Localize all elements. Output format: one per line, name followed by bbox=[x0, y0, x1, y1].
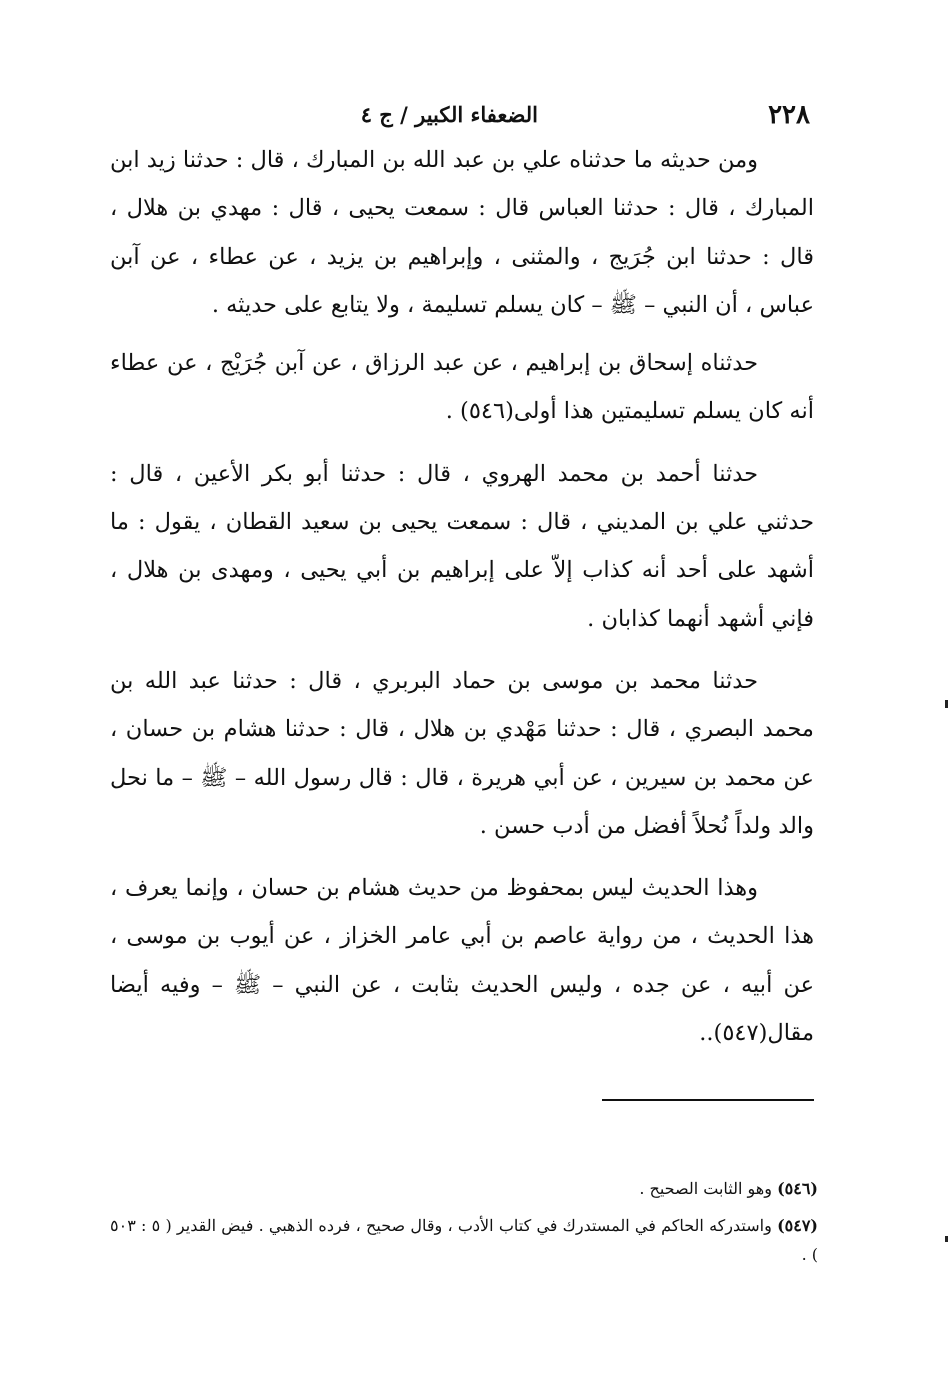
footnote bbox=[110, 1174, 818, 1203]
footnote-text: واستدركه الحاكم في المستدرك في كتاب الأدب ، وقال صحيح ، فرده الذهبي . فيض القدير ( ٥ : ٥٠٣ ) . bbox=[110, 1216, 818, 1264]
page-header bbox=[120, 100, 810, 140]
footnote-marker: (٥٤٦) bbox=[777, 1179, 818, 1198]
footnote-divider bbox=[602, 1099, 814, 1101]
running-title: الضعفاء الكبير / ج ٤ bbox=[360, 102, 538, 127]
footnotes bbox=[110, 1174, 818, 1277]
footnote bbox=[110, 1211, 818, 1269]
main-text bbox=[110, 136, 814, 1071]
page-number: ٢٢٨ bbox=[768, 100, 810, 130]
footnote-text: وهو الثابت الصحيح . bbox=[639, 1179, 772, 1198]
paragraph: حدثنا أحمد بن محمد الهروي ، قال : حدثنا أبو بكر الأعين ، قال : حدثني علي بن المديني ، قال : سمعت يحيى بن سعيد القطان ، يقول : ما أشهد على أحد أنه كذاب إلاّ على إبراهيم بن أبي يحيى ، ومهدى بن هلال ، فإني أشهد أنهما كذابان . bbox=[110, 460, 814, 632]
paragraph: حدثنا محمد بن موسى بن حماد البربري ، قال : حدثنا عبد الله بن محمد البصري ، قال : حدثنا مَهْدي بن هلال ، قال : حدثنا هشام بن حسان ، عن محمد بن سيرين ، عن أبي هريرة ، قال : قال رسول الله – ﷺ – ما نحل والد ولداً نُحلاً أفضل من أدب حسن . bbox=[110, 667, 814, 839]
footnote-marker: (٥٤٧) bbox=[777, 1216, 818, 1235]
paragraph: ومن حديثه ما حدثناه علي بن عبد الله بن المبارك ، قال : حدثنا زيد ابن المبارك ، قال : حدثنا العباس قال : سمعت يحيى ، قال : مهدي بن هلال ، قال : حدثنا ابن جُرَيج ، والمثنى ، وإبراهيم بن يزيد ، عن عطاء ، عن آبن عباس ، أن النبي – ﷺ – كان يسلم تسليمة ، ولا يتابع على حديثه . bbox=[110, 147, 814, 318]
paragraph: حدثناه إسحاق بن إبراهيم ، عن عبد الرزاق ، عن آبن جُرَيْج ، عن عطاء أنه كان يسلم تسليمتين هذا أولى(٥٤٦) . bbox=[110, 350, 814, 425]
paragraph: وهذا الحديث ليس بمحفوظ من حديث هشام بن حسان ، وإنما يعرف ، هذا الحديث ، من رواية عاصم بن أبي عامر الخزاز ، عن أيوب بن موسى ، عن أبيه ، عن جده ، وليس الحديث بثابت ، عن النبي – ﷺ – وفيه أيضا مقال(٥٤٧).. bbox=[110, 875, 814, 1047]
